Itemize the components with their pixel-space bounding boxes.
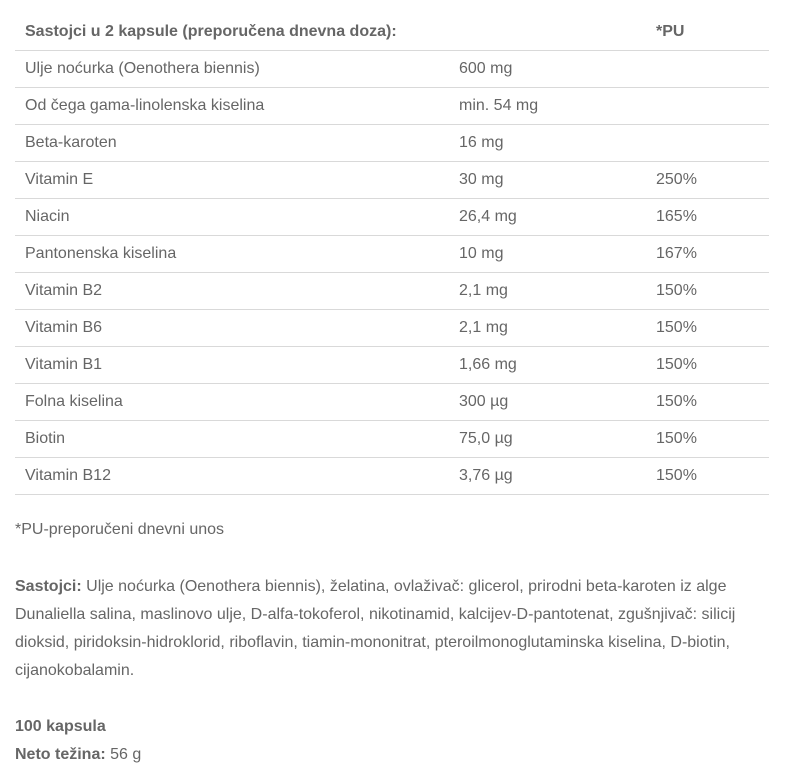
amount-cell: 26,4 mg xyxy=(459,208,517,225)
table-row xyxy=(15,199,769,236)
ingredient-name-cell: Folna kiselina xyxy=(25,393,123,410)
amount-cell: 3,76 µg xyxy=(459,467,513,484)
table-row xyxy=(15,421,769,458)
table-row xyxy=(15,162,769,199)
pu-cell: 150% xyxy=(656,393,697,410)
ingredients-paragraph xyxy=(15,573,775,685)
pu-cell: 250% xyxy=(656,171,697,188)
amount-cell: 2,1 mg xyxy=(459,319,508,336)
pu-cell: 150% xyxy=(656,319,697,336)
amount-cell: 1,66 mg xyxy=(459,356,517,373)
table-row xyxy=(15,51,769,88)
table-row xyxy=(15,458,769,495)
header-pu: *PU xyxy=(656,23,685,40)
amount-cell: 30 mg xyxy=(459,171,504,188)
pu-cell: 150% xyxy=(656,356,697,373)
ingredient-name-cell: Biotin xyxy=(25,430,66,447)
net-weight xyxy=(15,741,775,769)
ingredients-text: Ulje noćurka (Oenothera biennis), želatina, ovlaživač: glicerol, prirodni beta-karoten iz alge Dunaliella salina, maslinovo ulje, D-alfa-tokoferol, nikotinamid, kalcijev-D-pantotenat, zgušnjivač: silicij dioksid, piridoksin-hidroklorid, riboflavin, tiamin-mononitrat, pteroilmonoglutaminska kiselina, D-biotin, cijanokobalamin. xyxy=(15,578,736,679)
table-row xyxy=(15,310,769,347)
pu-cell: 167% xyxy=(656,245,697,262)
table-row xyxy=(15,384,769,421)
amount-cell: 600 mg xyxy=(459,60,513,77)
package-info xyxy=(15,713,775,769)
table-row xyxy=(15,273,769,310)
ingredient-name-cell: Ulje noćurka (Oenothera biennis) xyxy=(25,60,260,77)
net-weight-value: 56 g xyxy=(105,746,142,763)
table-row xyxy=(15,347,769,384)
pu-footnote: *PU-preporučeni dnevni unos xyxy=(15,521,225,538)
amount-cell: 10 mg xyxy=(459,245,504,262)
amount-cell: 75,0 µg xyxy=(459,430,513,447)
package-count xyxy=(15,713,775,741)
nutrition-table xyxy=(15,14,769,495)
ingredient-name-cell: Od čega gama-linolenska kiselina xyxy=(25,97,265,114)
ingredient-name-cell: Vitamin B6 xyxy=(25,319,103,336)
ingredient-name-cell: Vitamin B12 xyxy=(25,467,111,484)
pu-cell: 150% xyxy=(656,282,697,299)
pu-cell: 150% xyxy=(656,467,697,484)
amount-cell: min. 54 mg xyxy=(459,97,539,114)
pu-cell: 165% xyxy=(656,208,697,225)
ingredients-label: Sastojci: xyxy=(15,578,82,595)
ingredient-name-cell: Vitamin B2 xyxy=(25,282,103,299)
ingredient-name-cell: Pantonenska kiselina xyxy=(25,245,177,262)
ingredient-name-cell: Beta-karoten xyxy=(25,134,117,151)
package-count-text: 100 kapsula xyxy=(15,718,106,735)
net-weight-label: Neto težina: xyxy=(15,746,106,763)
table-row xyxy=(15,88,769,125)
pu-cell: 150% xyxy=(656,430,697,447)
header-ingredients: Sastojci u 2 kapsule (preporučena dnevna doza): xyxy=(25,23,397,40)
ingredient-name-cell: Vitamin B1 xyxy=(25,356,103,373)
amount-cell: 2,1 mg xyxy=(459,282,508,299)
amount-cell: 300 µg xyxy=(459,393,509,410)
table-row xyxy=(15,125,769,162)
ingredient-name-cell: Vitamin E xyxy=(25,171,94,188)
table-row xyxy=(15,236,769,273)
table-header-row xyxy=(15,14,769,51)
ingredient-name-cell: Niacin xyxy=(25,208,70,225)
amount-cell: 16 mg xyxy=(459,134,504,151)
table-body xyxy=(15,51,769,495)
